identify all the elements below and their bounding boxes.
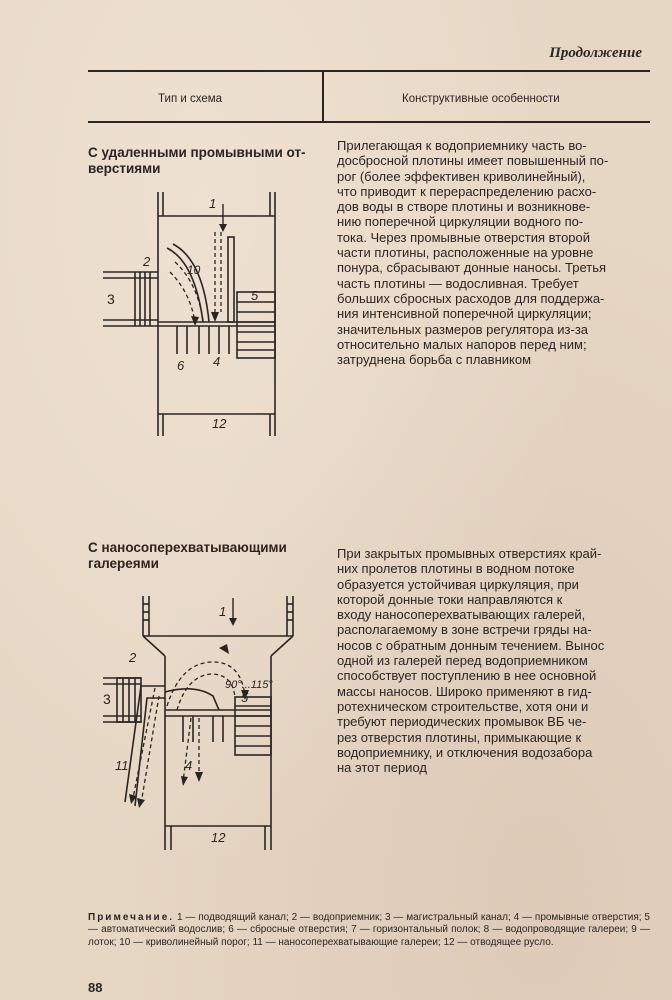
column-header-type: Тип и схема bbox=[158, 93, 223, 105]
description-line: Прилегающая к водоприемнику часть во- bbox=[337, 138, 587, 153]
page-number: 88 bbox=[88, 980, 103, 995]
section-1-description bbox=[337, 138, 649, 367]
diagram-label: 3 bbox=[107, 291, 115, 307]
description-line: дов воды в створе плотины и возникнове- bbox=[337, 199, 591, 215]
description-line: водоприемнику, и отключения водозабора bbox=[337, 744, 593, 760]
section-2-title bbox=[88, 540, 318, 572]
section-2-title-line: С наносоперехватывающими bbox=[88, 540, 287, 555]
footnote-label: Примечание. bbox=[88, 912, 175, 923]
footnote-text: 1 — подводящий канал; 2 — водоприемник; 3 — магистральный канал; 4 — промывные отверстия; 5 — автоматический водослив; 6 — сбросные отверстия; 7 — горизонтальный полок; 8 — водопроводящие галереи; 9 — лоток; 10 — криволинейный порог; 11 — наносоперехватывающие галереи; 12 — отводящее русло. bbox=[88, 912, 650, 948]
description-line: ния интенсивной поперечной циркуляции; bbox=[337, 306, 592, 322]
diagram-label: 12 bbox=[212, 416, 227, 431]
description-line: требуют периодических промывок ВБ че- bbox=[337, 714, 587, 730]
section-2-description bbox=[337, 546, 649, 775]
description-line: значительных размеров регулятора из-за bbox=[337, 321, 589, 337]
section-2-title-line: галереями bbox=[88, 556, 159, 571]
table-column-divider bbox=[322, 71, 324, 121]
description-line: входу наносоперехватывающих галерей, bbox=[337, 607, 586, 623]
diagram-label: 90°...115° bbox=[225, 679, 273, 691]
diagram-flushing-openings bbox=[95, 192, 305, 442]
description-line: ротехническом строительстве, хотя они и bbox=[337, 698, 589, 714]
section-1-title bbox=[88, 145, 318, 177]
description-line: понура, сбрасывают донные наносы. Третья bbox=[337, 260, 607, 276]
description-line: способствует поступлению в нее основной bbox=[337, 668, 597, 684]
description-line: тока. Через промывные отверстия второй bbox=[337, 229, 591, 245]
description-line: часть плотины — водосливная. Требует bbox=[337, 275, 579, 291]
diagram-sediment-galleries bbox=[95, 592, 310, 854]
diagram-label: 1 bbox=[209, 196, 217, 211]
description-line: одной из галерей перед водоприемником bbox=[337, 653, 588, 669]
description-line: носов с обратным донным течением. Вынос bbox=[337, 637, 605, 653]
diagram-label: 5 bbox=[251, 288, 259, 303]
diagram-label: 6 bbox=[177, 358, 185, 373]
table-top-rule bbox=[88, 70, 650, 72]
diagram-label: 5 bbox=[241, 690, 249, 705]
diagram-label: 4 bbox=[185, 758, 193, 773]
description-line: на этот период bbox=[337, 760, 427, 776]
diagram-label: 2 bbox=[129, 650, 137, 665]
diagram-label: 1 bbox=[219, 604, 227, 619]
description-line: что приводит к перераспределению расхо- bbox=[337, 183, 597, 199]
description-line: При закрытых промывных отверстиях край- bbox=[337, 546, 602, 561]
description-line: части плотины, расположенные на уровне bbox=[337, 245, 594, 261]
description-line: относительно малых напоров перед ним; bbox=[337, 336, 587, 352]
description-line: затруднена борьба с плавником bbox=[337, 352, 532, 368]
diagram-label: 2 bbox=[143, 254, 151, 269]
description-line: досбросной плотины имеет повышенный по- bbox=[337, 153, 609, 169]
column-header-features: Конструктивные особенности bbox=[402, 93, 560, 105]
description-line: нию поперечной циркуляции водного по- bbox=[337, 214, 584, 230]
diagram-label: 10 bbox=[187, 263, 201, 277]
diagram-label: 12 bbox=[211, 830, 226, 845]
diagram-label: 3 bbox=[103, 691, 111, 707]
description-line: рог (более эффективен криволинейный), bbox=[337, 168, 586, 184]
table-header-rule bbox=[88, 121, 650, 123]
description-line: рез отверстия плотины, примыкающие к bbox=[337, 729, 582, 745]
section-1-title-line: С удаленными промывными от- bbox=[88, 145, 306, 160]
description-line: массы наносов. Широко применяют в гид- bbox=[337, 683, 592, 699]
description-line: располагаемому в зоне встречи гряды на- bbox=[337, 622, 592, 638]
diagram-label: 4 bbox=[213, 354, 221, 369]
description-line: больших сбросных расходов для поддержа- bbox=[337, 290, 605, 306]
description-line: которой донные токи направляются к bbox=[337, 591, 563, 607]
description-line: них пролетов плотины в водном потоке bbox=[337, 561, 575, 577]
continued-label: Продолжение bbox=[549, 45, 642, 61]
diagram-label: 11 bbox=[115, 758, 129, 773]
footnote bbox=[88, 912, 650, 949]
description-line: образуется устойчивая циркуляция, при bbox=[337, 576, 579, 592]
section-1-title-line: верстиями bbox=[88, 161, 161, 176]
